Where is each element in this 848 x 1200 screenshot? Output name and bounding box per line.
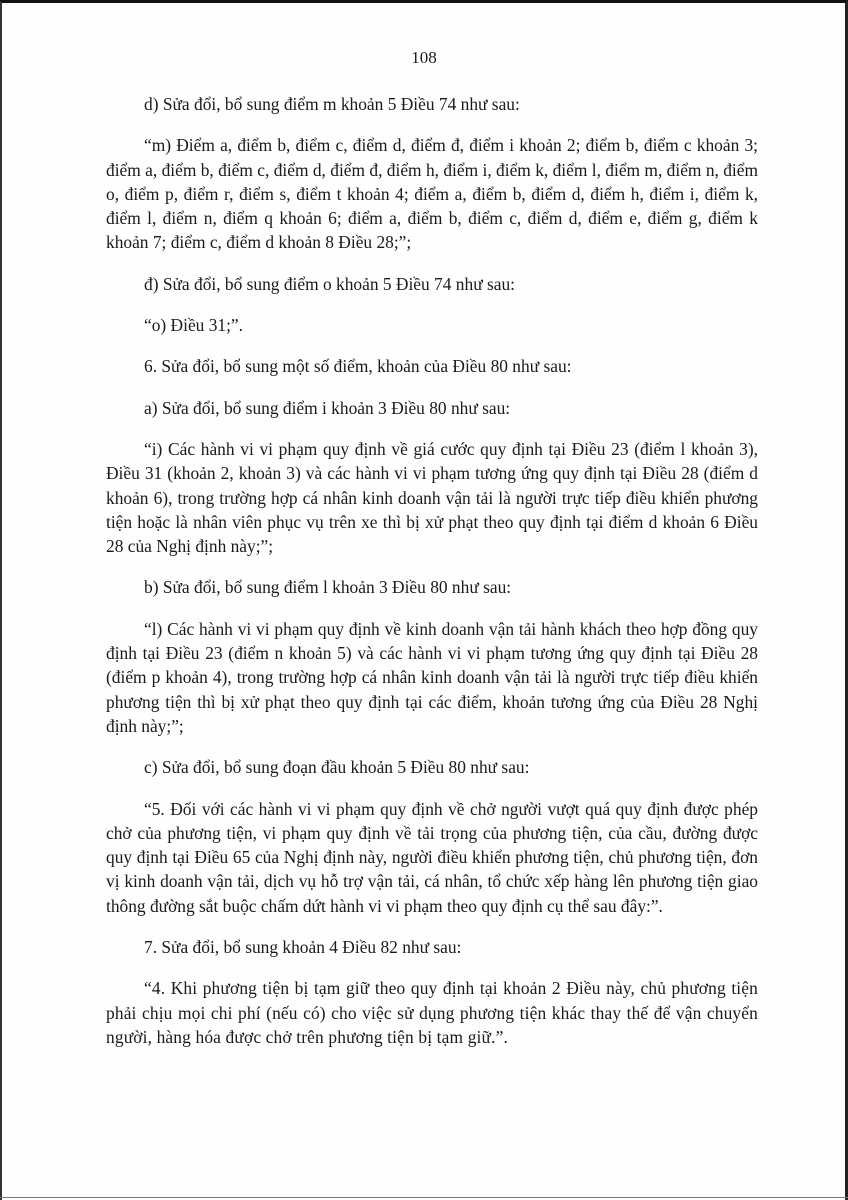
paragraph-l-amendment: “l) Các hành vi vi phạm quy định về kinh doanh vận tải hành khách theo hợp đồng quy định tại Điều 23 (điểm n khoản 5) và các hành vi vi phạm tương ứng quy định tại Điều 28 (điểm p khoản 4), trong trường hợp cá nhân kinh doanh vận tải là người trực tiếp điều khiển phương tiện thì bị xử phạt theo quy định tại các điểm, khoản tương ứng của Điều 28 Nghị định này;”; bbox=[106, 618, 758, 736]
paragraph-i-amendment: “i) Các hành vi vi phạm quy định về giá cước quy định tại Điều 23 (điểm l khoản 3), Điều 31 (khoản 2, khoản 3) và các hành vi vi phạm tương ứng quy định tại Điều 28 (điểm d khoản 6), trong trường hợp cá nhân kinh doanh vận tải là người trực tiếp điều khiển phương tiện hoặc là nhân viên phục vụ trên xe thì bị xử phạt theo quy định tại điểm d khoản 6 Điều 28 của Nghị định này;”; bbox=[106, 438, 758, 557]
paragraph-b-heading: b) Sửa đổi, bổ sung điểm l khoản 3 Điều 80 như sau: bbox=[144, 577, 512, 598]
paragraph-m-amendment: “m) Điểm a, điểm b, điểm c, điểm d, điểm đ, điểm i khoản 2; điểm b, điểm c khoản 3; điểm a, điểm b, điểm c, điểm d, điểm đ, điểm h, điểm i, điểm k, điểm l, điểm m, điểm n, điểm o, điểm p, điểm r, điểm s, điểm t khoản 4; điểm a, điểm b, điểm d, điểm h, điểm i, điểm k, điểm l, điểm n, điểm q khoản 6; điểm a, điểm b, điểm c, điểm d, điểm e, điểm g, điểm k khoản 7; điểm c, điểm d khoản 8 Điều 28;”; bbox=[106, 135, 758, 253]
paragraph-section-7-heading: 7. Sửa đổi, bổ sung khoản 4 Điều 82 như sau: bbox=[144, 937, 462, 958]
paragraph-4-amendment: “4. Khi phương tiện bị tạm giữ theo quy định tại khoản 2 Điều này, chủ phương tiện phải chịu mọi chi phí (nếu có) cho việc sử dụng phương tiện khác thay thế để vận chuyển người, hàng hóa được chở trên phương tiện bị tạm giữ.”. bbox=[106, 978, 758, 1047]
paragraph-a-heading: a) Sửa đổi, bổ sung điểm i khoản 3 Điều 80 như sau: bbox=[144, 397, 511, 418]
paragraph-o-amendment: “o) Điều 31;”. bbox=[144, 315, 243, 336]
page-bottom-edge bbox=[0, 1197, 848, 1198]
paragraph-5-amendment: “5. Đối với các hành vi vi phạm quy định về chở người vượt quá quy định được phép chở của phương tiện, vi phạm quy định về tải trọng của phương tiện, của cầu, đường được quy định tại Điều 65 của Nghị định này, người điều khiển phương tiện, chủ phương tiện, đơn vị kinh doanh vận tải, dịch vụ hỗ trợ vận tải, cá nhân, tổ chức xếp hàng lên phương tiện giao thông đường sắt buộc chấm dứt hành vi vi phạm theo quy định cụ thể sau đây:”. bbox=[106, 798, 758, 916]
document-body bbox=[106, 92, 758, 1066]
paragraph-section-6-heading: 6. Sửa đổi, bổ sung một số điểm, khoản của Điều 80 như sau: bbox=[144, 356, 572, 377]
paragraph-dd-heading: đ) Sửa đổi, bổ sung điểm o khoản 5 Điều 74 như sau: bbox=[144, 273, 515, 294]
paragraph-d-heading: d) Sửa đổi, bổ sung điểm m khoản 5 Điều 74 như sau: bbox=[144, 94, 520, 114]
paragraph-c-heading: c) Sửa đổi, bổ sung đoạn đầu khoản 5 Điều 80 như sau: bbox=[144, 757, 530, 778]
page-number: 108 bbox=[411, 48, 437, 67]
